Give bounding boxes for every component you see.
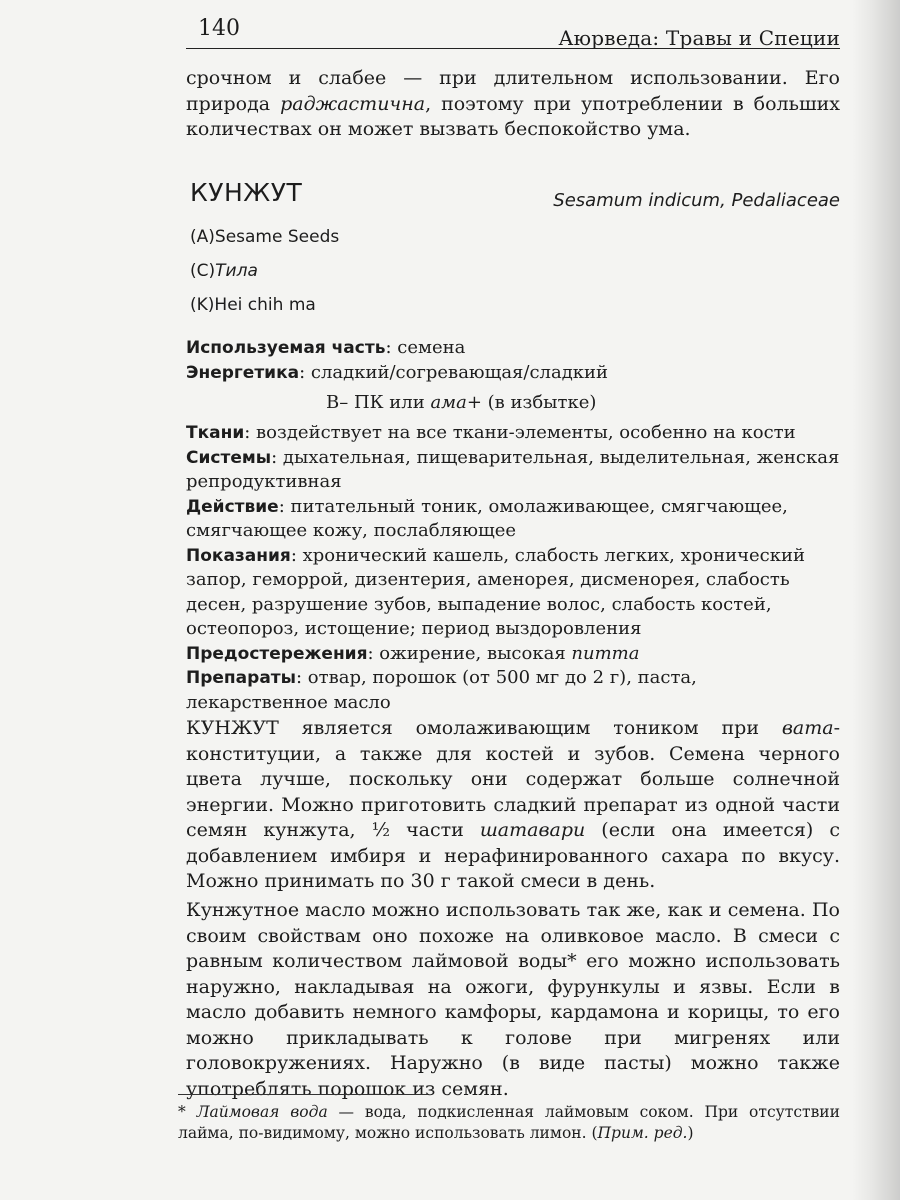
page-header xyxy=(186,8,840,49)
latin-name: Sesamum indicum, Pedaliaceae xyxy=(553,190,840,211)
alt-name-chinese: (K)Hei chih ma xyxy=(190,295,316,315)
prop-action: Действие: питательный тоник, омолаживающее, смягчающее, смягчающее кожу, послабляющее xyxy=(186,495,788,541)
footnote: * Лаймовая вода — вода, подкисленная лаймовым соком. При отсутствии лайма, по-видимому, можно использовать лимон. (Прим. ред.) xyxy=(178,1103,840,1142)
intro-text-end: , поэтому при употреблении в больших количествах он может вызвать беспокойство ума. xyxy=(186,92,840,140)
body-paragraph-2: Кунжутное масло можно использовать так же, как и семена. По своим свойствам оно похоже на оливковое масло. В смеси с равным количеством лаймовой воды* его можно использовать наружно, накладывая на ожоги, фурункулы и язвы. Если в масло добавить немного камфоры, кардамона и корицы, то его можно прикладывать к голове при мигренях или головокружениях. Наружно (в виде пасты) можно также употреблять порошок из семян. xyxy=(186,899,840,1100)
alt-name-english: (A)Sesame Seeds xyxy=(190,227,340,247)
running-title: Аюрведа: Травы и Специи xyxy=(558,26,840,50)
prop-tissues: Ткани: воздействует на все ткани-элементы, особенно на кости xyxy=(186,422,796,443)
prop-indications: Показания: хронический кашель, слабость легких, хронический запор, геморрой, дизентерия, аменорея, дисменорея, слабость десен, разрушение зубов, выпадение волос, слабость костей, остеопороз, истощение; период выздоровления xyxy=(186,544,806,639)
page-number: 140 xyxy=(198,16,240,41)
intro-paragraph xyxy=(186,66,840,143)
entry-title: КУНЖУТ xyxy=(190,178,303,207)
body-paragraph-1: КУНЖУТ является омолаживающим тоником при вата-конституции, а также для костей и зубов. Семена черного цвета лучше, поскольку они содержат больше солнечной энергии. Можно приготовить сладкий препарат из одной части семян кунжута, ½ части шатавари (если она имеется) с добавлением имбиря и нерафинированного сахара по вкусу. Можно принимать по 30 г такой смеси в день. xyxy=(186,717,840,892)
prop-energy: Энергетика: сладкий/согревающая/сладкий xyxy=(186,361,609,383)
alternate-names xyxy=(190,222,590,324)
intro-italic-term: раджастична xyxy=(280,92,426,115)
prop-preparations: Препараты: отвар, порошок (от 500 мг до 2 г), паста, лекарственное масло xyxy=(186,667,697,713)
footnote-divider xyxy=(178,1094,428,1095)
properties-list xyxy=(186,336,840,715)
prop-cautions: Предостережения: ожирение, высокая питта xyxy=(186,642,640,664)
prop-systems: Системы: дыхательная, пищеварительная, выделительная, женская репродуктивная xyxy=(186,446,840,492)
intro-text: срочном и слабее — при длительном использовании. Его природа xyxy=(186,67,840,115)
entry-heading xyxy=(186,178,840,218)
alt-name-sanskrit: (C)Тила xyxy=(190,261,258,281)
prop-energy-dosha: В– ПК или ама+ (в избытке) xyxy=(326,392,597,413)
prop-part: Используемая часть: семена xyxy=(186,337,466,358)
page-edge-shadow xyxy=(852,0,900,1200)
